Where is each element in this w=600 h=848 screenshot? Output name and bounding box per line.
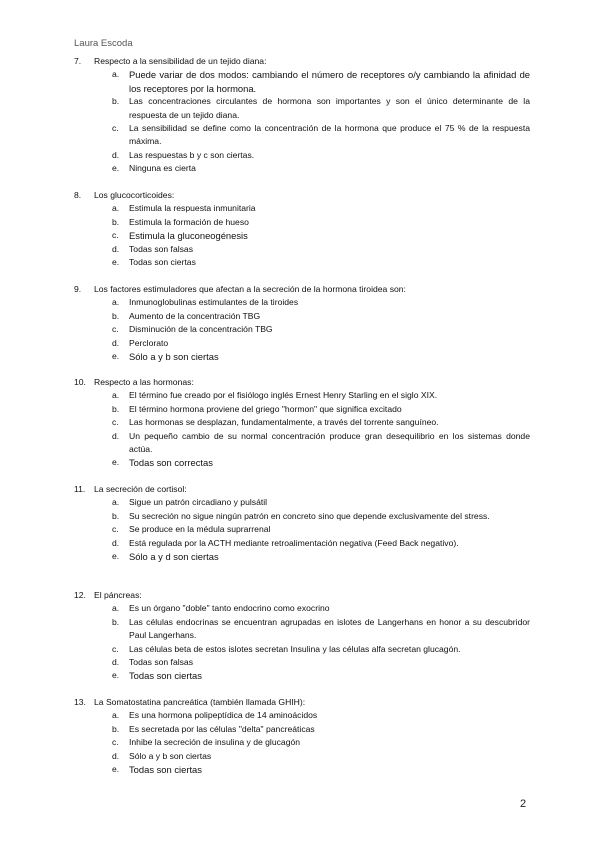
option-text: Se produce en la médula suprarrenal xyxy=(129,524,271,535)
option-letter: c. xyxy=(112,643,119,654)
question-number: 9. xyxy=(74,284,82,294)
question-number: 10. xyxy=(74,377,86,387)
option-text: Ninguna es cierta xyxy=(129,163,196,174)
option-letter: a. xyxy=(112,497,120,508)
option-letter: a. xyxy=(112,69,120,80)
page-number: 2 xyxy=(520,798,527,810)
option-text: El término hormona proviene del griego "hormon" que significa excitado xyxy=(129,403,402,414)
option-letter: b. xyxy=(112,403,120,414)
question-text: Respecto a las hormonas: xyxy=(94,377,194,387)
question-text: Respecto a la sensibilidad de un tejido diana: xyxy=(94,56,267,66)
option-letter: a. xyxy=(112,710,120,721)
question-text: La Somatostatina pancreática (también llamada GHIH): xyxy=(94,697,306,707)
option-letter: d. xyxy=(112,657,120,668)
option-letter: d. xyxy=(112,243,120,254)
option-text: Sigue un patrón circadiano y pulsátil xyxy=(129,497,268,508)
question-number: 12. xyxy=(74,590,86,600)
option-text: Estimula la formación de hueso xyxy=(129,216,249,227)
option-text: Un pequeño cambio de su normal concentración produce gran desequilibrio en los sistemas donde actúa. xyxy=(129,430,530,455)
option-letter: e. xyxy=(112,457,120,468)
question-text: El páncreas: xyxy=(94,590,142,600)
question-13 xyxy=(74,696,530,776)
option-text: Disminución de la concentración TBG xyxy=(129,324,273,335)
question-11 xyxy=(74,483,530,563)
option-letter: e. xyxy=(112,764,120,775)
question-number: 13. xyxy=(74,697,86,707)
option-letter: c. xyxy=(112,737,119,748)
option-letter: d. xyxy=(112,149,120,160)
option-letter: c. xyxy=(112,524,119,535)
option-letter: d. xyxy=(112,537,120,548)
option-text: Todas son ciertas xyxy=(129,764,202,776)
question-number: 11. xyxy=(74,484,86,494)
option-letter: b. xyxy=(112,510,120,521)
option-letter: b. xyxy=(112,96,120,107)
option-text: Las concentraciones circulantes de hormona son importantes y son el único determinante de la respuesta de un tejido diana. xyxy=(129,96,530,120)
option-letter: e. xyxy=(112,163,120,174)
option-letter: e. xyxy=(112,257,120,268)
option-text: Es un órgano "doble" tanto endocrino como exocrino xyxy=(129,603,330,614)
option-letter: a. xyxy=(112,603,120,614)
option-text: Es secretada por las células "delta" pancreáticas xyxy=(129,723,315,734)
option-letter: e. xyxy=(112,551,120,562)
option-text: Todas son falsas xyxy=(129,657,194,668)
option-letter: c. xyxy=(112,324,119,335)
option-text: Aumento de la concentración TBG xyxy=(129,310,261,321)
option-letter: b. xyxy=(112,216,120,227)
author-name: Laura Escoda xyxy=(74,38,133,49)
option-letter: d. xyxy=(112,750,120,761)
option-text: Las respuestas b y c son ciertas. xyxy=(129,149,255,160)
option-letter: e. xyxy=(112,351,120,362)
option-text: Puede variar de dos modos: cambiando el número de receptores o/y cambiando la afinidad de los receptores por la hormona. xyxy=(129,69,530,94)
question-8 xyxy=(74,189,530,269)
option-text: Sólo a y d son ciertas xyxy=(129,551,219,563)
option-text: Todas son correctas xyxy=(129,457,213,469)
option-text: Inmunoglobulinas estimulantes de la tiroides xyxy=(129,297,299,308)
option-text: Está regulada por la ACTH mediante retroalimentación negativa (Feed Back negativo). xyxy=(129,537,459,548)
option-letter: c. xyxy=(112,123,119,134)
option-text: Todas son ciertas xyxy=(129,257,196,268)
option-text: Estimula la respuesta inmunitaria xyxy=(129,203,256,214)
option-letter: b. xyxy=(112,723,120,734)
option-text: Las células beta de estos islotes secretan Insulina y las células alfa secretan glucagón. xyxy=(129,643,461,654)
option-text: El término fue creado por el fisiólogo inglés Ernest Henry Starling en el siglo XIX. xyxy=(129,390,438,401)
option-letter: a. xyxy=(112,203,120,214)
option-letter: e. xyxy=(112,670,120,681)
option-letter: b. xyxy=(112,310,120,321)
question-10 xyxy=(74,376,530,470)
question-text: Los glucocorticoides: xyxy=(94,190,175,200)
question-number: 7. xyxy=(74,56,82,66)
question-text: Los factores estimuladores que afectan a la secreción de la hormona tiroidea son: xyxy=(94,284,406,294)
option-letter: c. xyxy=(112,417,119,428)
question-7 xyxy=(74,55,530,176)
question-9 xyxy=(74,283,530,363)
option-text: Todas son ciertas xyxy=(129,670,202,682)
question-number: 8. xyxy=(74,190,82,200)
option-letter: d. xyxy=(112,337,120,348)
option-text: Sólo a y b son ciertas xyxy=(129,351,219,363)
option-letter: a. xyxy=(112,297,120,308)
option-text: Las células endocrinas se encuentran agrupadas en islotes de Langerhans en honor a su descubridor Paul Langerhans. xyxy=(129,616,530,641)
question-text: La secreción de cortisol: xyxy=(94,484,187,494)
option-text: Las hormonas se desplazan, fundamentalmente, a través del torrente sanguíneo. xyxy=(129,417,439,428)
option-text: Su secreción no sigue ningún patrón en concreto sino que depende exclusivamente del stress. xyxy=(129,510,490,521)
option-letter: d. xyxy=(112,430,120,441)
option-text: Inhibe la secreción de insulina y de glucagón xyxy=(129,737,301,748)
option-text: Perclorato xyxy=(129,337,169,348)
option-letter: c. xyxy=(112,230,119,241)
option-letter: a. xyxy=(112,390,120,401)
option-text: Todas son falsas xyxy=(129,243,194,254)
option-letter: b. xyxy=(112,616,120,627)
option-text: La sensibilidad se define como la concentración de la hormona que produce el 75 % de la respuesta máxima. xyxy=(129,123,530,147)
option-text: Sólo a y b son ciertas xyxy=(129,750,212,761)
question-12 xyxy=(74,589,530,683)
option-text: Estimula la gluconeogénesis xyxy=(129,230,248,242)
option-text: Es una hormona polipeptídica de 14 aminoácidos xyxy=(129,710,318,721)
